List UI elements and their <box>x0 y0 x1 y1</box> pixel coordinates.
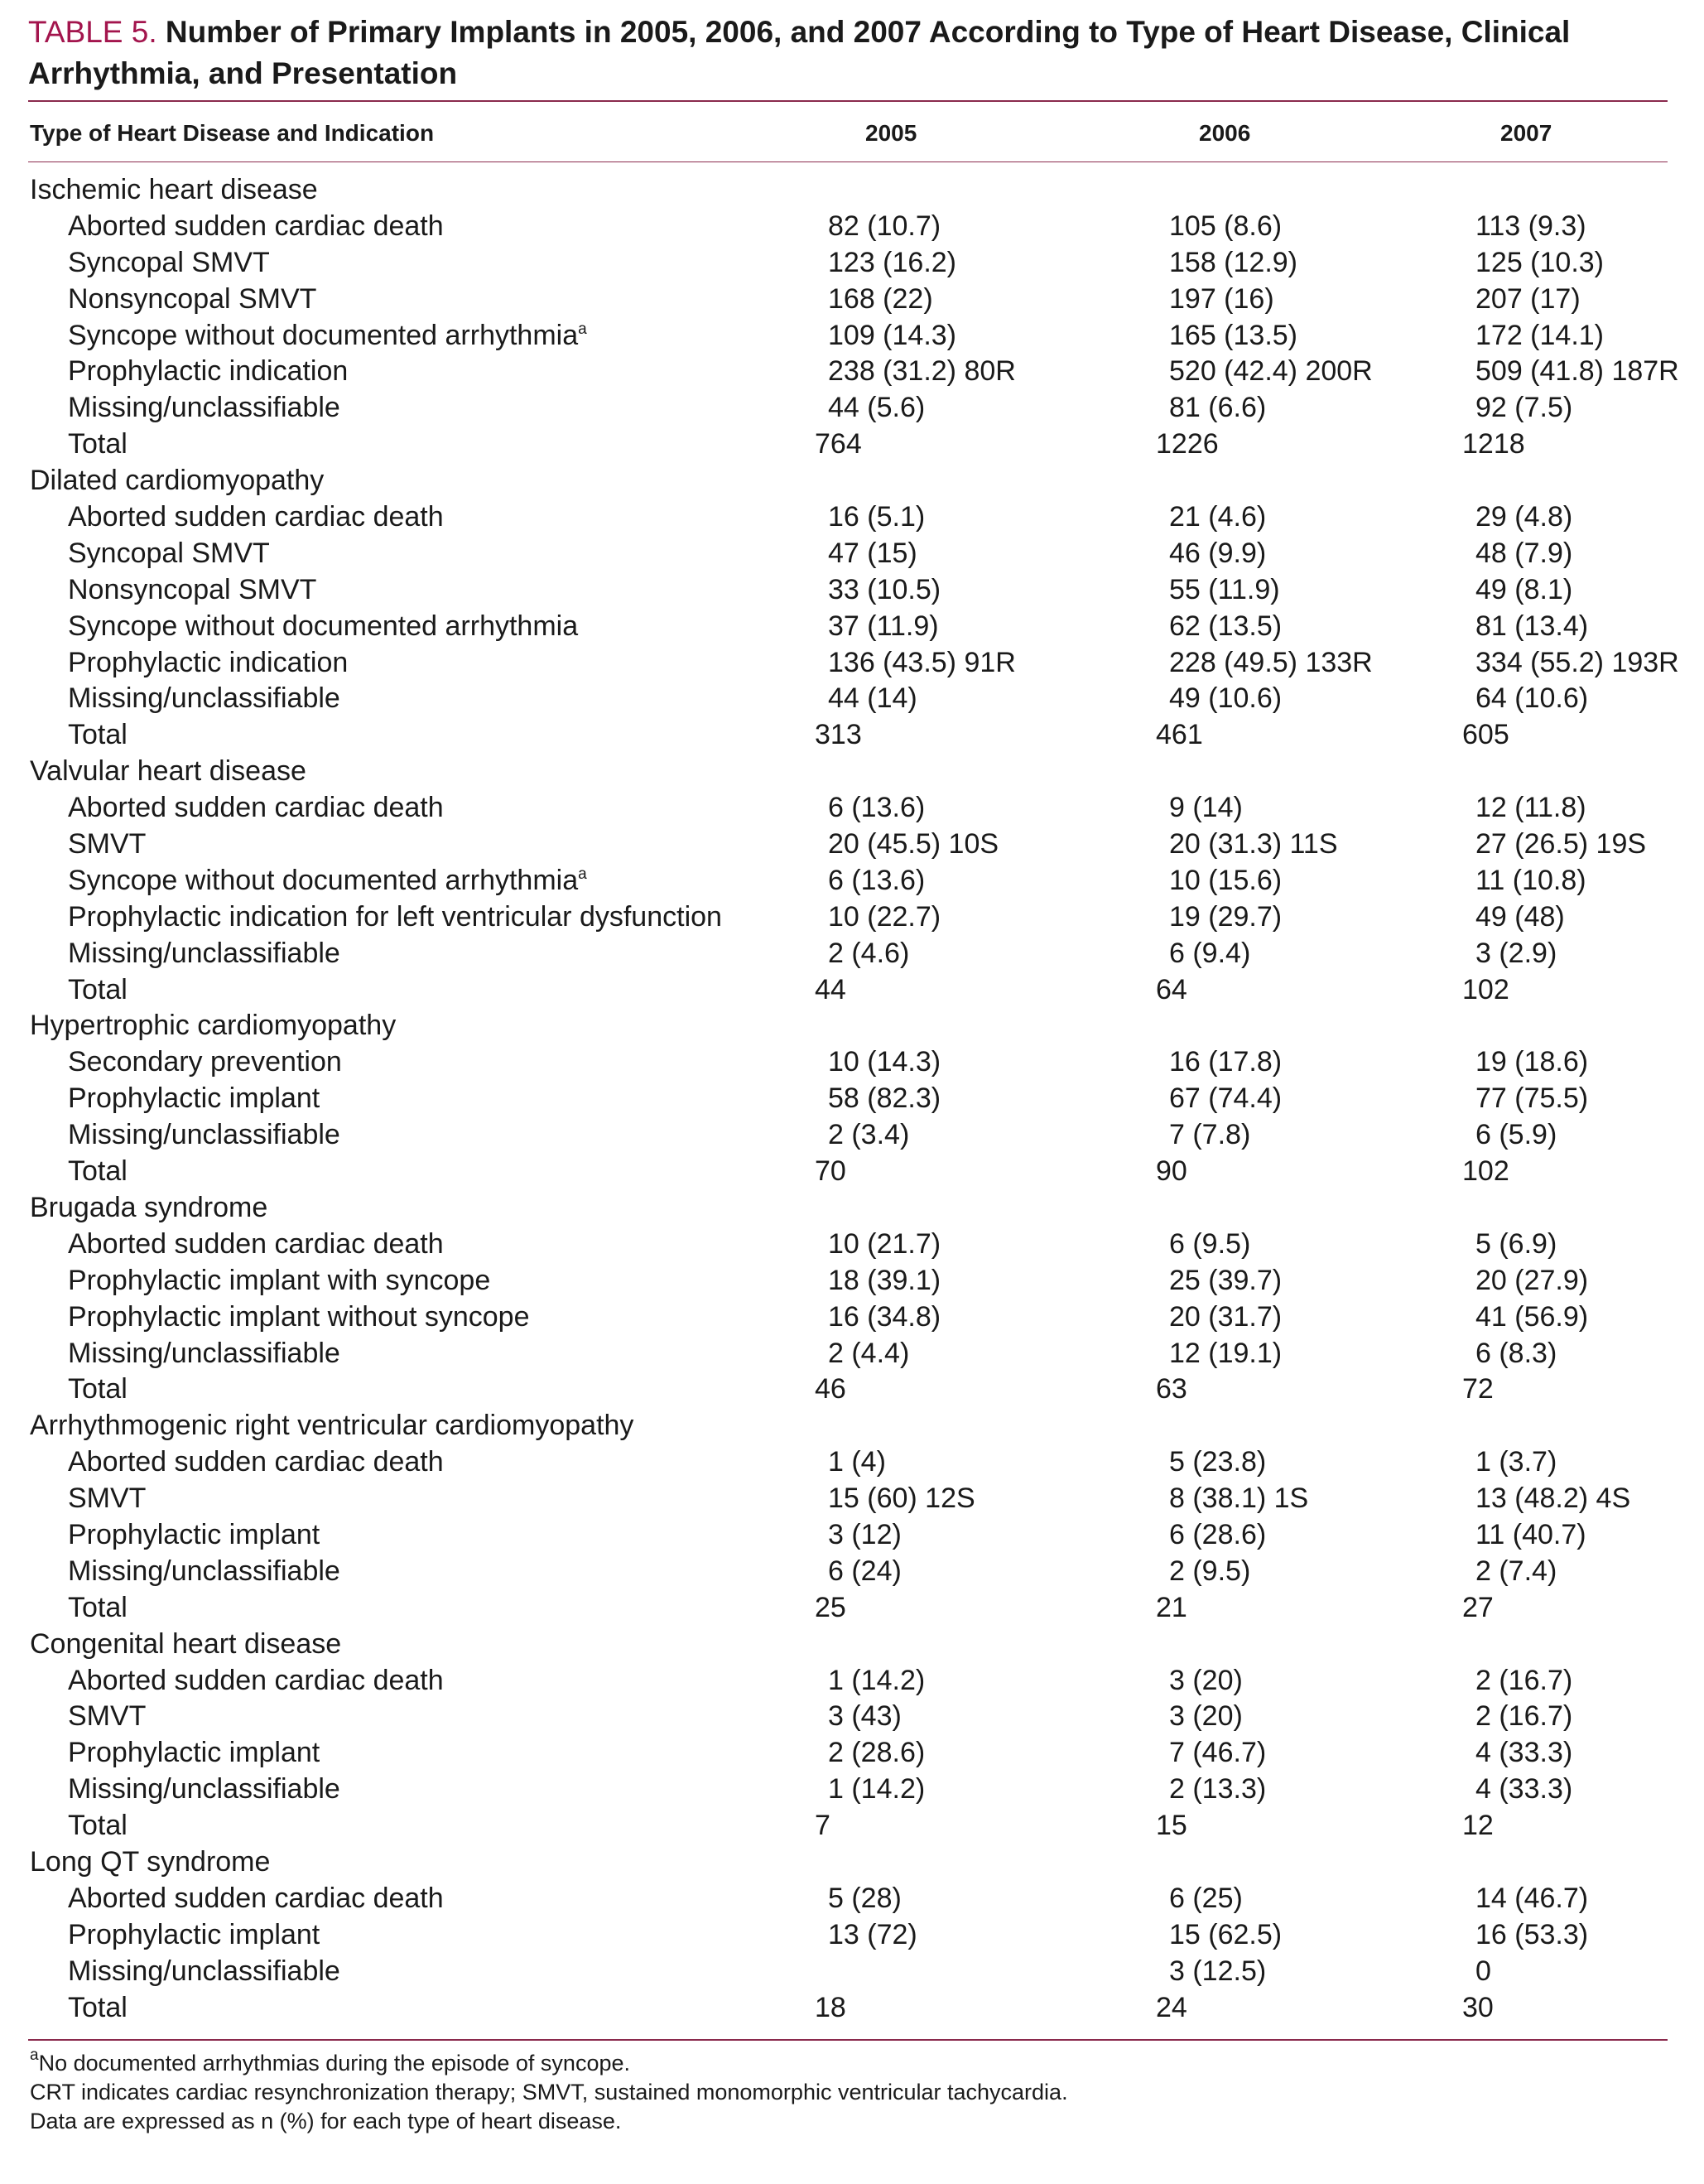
row-label-text: Nonsyncopal SMVT <box>68 282 317 315</box>
cell-2006: 46 (9.9) <box>1169 537 1267 569</box>
cell-2005: 13 (72) <box>828 1918 917 1950</box>
group-heading-row <box>0 1008 1704 1044</box>
table-row <box>0 536 1704 572</box>
cell-2005: 10 (21.7) <box>828 1227 941 1260</box>
cell-2007: 334 (55.2) 193R <box>1475 646 1679 678</box>
row-label-text: Missing/unclassifiable <box>68 937 340 969</box>
total-cell-2005: 313 <box>815 719 862 751</box>
cell-2006: 21 (4.6) <box>1169 501 1267 533</box>
row-label <box>68 536 270 572</box>
table-row <box>0 1954 1704 1990</box>
total-row <box>0 1372 1704 1408</box>
group-heading: Hypertrophic cardiomyopathy <box>30 1010 397 1042</box>
cell-2005: 16 (34.8) <box>828 1300 941 1333</box>
cell-2007: 48 (7.9) <box>1475 537 1573 569</box>
cell-2005: 10 (22.7) <box>828 900 941 933</box>
cell-2005: 1 (14.2) <box>828 1664 926 1696</box>
column-header-2005: 2005 <box>865 120 917 146</box>
row-label-text: Prophylactic implant <box>68 1082 320 1115</box>
cell-2007: 64 (10.6) <box>1475 682 1589 715</box>
table-row <box>0 609 1704 645</box>
footnote-abbreviations: CRT indicates cardiac resynchronization therapy; SMVT, sustained monomorphic ventricular tachycardia. <box>30 2080 1068 2104</box>
column-header-2007: 2007 <box>1500 120 1552 146</box>
row-label <box>68 245 270 282</box>
cell-2006: 6 (9.5) <box>1169 1227 1251 1260</box>
table-row <box>0 318 1704 354</box>
total-cell-2006: 1226 <box>1156 428 1219 460</box>
column-header-2006: 2006 <box>1199 120 1251 146</box>
row-label <box>68 1735 320 1772</box>
cell-2006: 2 (13.3) <box>1169 1773 1267 1806</box>
row-label <box>68 318 587 354</box>
cell-2006: 25 (39.7) <box>1169 1264 1283 1296</box>
cell-2007: 5 (6.9) <box>1475 1227 1557 1260</box>
cell-2007: 2 (7.4) <box>1475 1555 1557 1587</box>
cell-2006: 105 (8.6) <box>1169 210 1283 242</box>
cell-2005: 168 (22) <box>828 282 933 315</box>
cell-2007: 4 (33.3) <box>1475 1773 1573 1806</box>
row-label-text: Aborted sudden cardiac death <box>68 1664 444 1696</box>
row-label <box>68 936 340 972</box>
cell-2006: 3 (20) <box>1169 1664 1243 1696</box>
row-label-text: Prophylactic indication for left ventricular dysfunction <box>68 900 722 933</box>
table-row <box>0 282 1704 318</box>
cell-2007: 12 (11.8) <box>1475 792 1586 824</box>
footnote-data-note: Data are expressed as n (%) for each type of heart disease. <box>30 2109 622 2133</box>
cell-2006: 49 (10.6) <box>1169 682 1283 715</box>
cell-2006: 2 (9.5) <box>1169 1555 1251 1587</box>
cell-2006: 19 (29.7) <box>1169 900 1283 933</box>
table-row <box>0 1444 1704 1481</box>
row-label-text: Aborted sudden cardiac death <box>68 501 444 533</box>
total-label: Total <box>68 973 128 1005</box>
cell-2005: 58 (82.3) <box>828 1082 941 1115</box>
table-row <box>0 1699 1704 1735</box>
cell-2006: 15 (62.5) <box>1169 1918 1283 1950</box>
cell-2005: 6 (13.6) <box>828 792 926 824</box>
cell-2005: 3 (12) <box>828 1518 902 1550</box>
total-cell-2007: 72 <box>1462 1373 1494 1405</box>
total-cell-2007: 102 <box>1462 1155 1509 1188</box>
cell-2006: 67 (74.4) <box>1169 1082 1283 1115</box>
table-row <box>0 245 1704 282</box>
cell-2006: 20 (31.7) <box>1169 1300 1283 1333</box>
footnote-marker: a <box>578 320 587 338</box>
total-cell-2006: 63 <box>1156 1373 1187 1405</box>
total-row <box>0 972 1704 1009</box>
total-label: Total <box>68 1591 128 1623</box>
row-label <box>68 1336 340 1372</box>
table-row <box>0 1081 1704 1117</box>
total-label: Total <box>68 1155 128 1188</box>
row-label-text: Missing/unclassifiable <box>68 1955 340 1987</box>
footnotes <box>30 2049 1669 2136</box>
table-row <box>0 645 1704 682</box>
total-row <box>0 1990 1704 2027</box>
total-cell-2005: 46 <box>815 1373 846 1405</box>
cell-2007: 6 (5.9) <box>1475 1119 1557 1151</box>
table-row <box>0 790 1704 827</box>
footnote-marker: a <box>578 865 587 883</box>
cell-2005: 2 (3.4) <box>828 1119 910 1151</box>
cell-2006: 16 (17.8) <box>1169 1046 1283 1078</box>
row-label-text: SMVT <box>68 828 147 861</box>
row-label-text: Missing/unclassifiable <box>68 1119 340 1151</box>
row-label-text: Prophylactic implant without syncope <box>68 1300 530 1333</box>
table-title <box>28 12 1668 94</box>
total-label: Total <box>68 1373 128 1405</box>
cell-2005: 82 (10.7) <box>828 210 941 242</box>
group-heading: Ischemic heart disease <box>30 174 318 205</box>
row-label-text: Aborted sudden cardiac death <box>68 1882 444 1914</box>
cell-2005: 3 (43) <box>828 1700 902 1733</box>
cell-2006: 12 (19.1) <box>1169 1337 1283 1369</box>
total-cell-2007: 605 <box>1462 719 1509 751</box>
row-label <box>68 354 348 390</box>
group-heading: Arrhythmogenic right ventricular cardiomyopathy <box>30 1410 634 1442</box>
table-row <box>0 1481 1704 1517</box>
cell-2007: 6 (8.3) <box>1475 1337 1557 1369</box>
group-heading: Long QT syndrome <box>30 1845 271 1878</box>
footnote-a-text: No documented arrhythmias during the episode of syncope. <box>38 2051 630 2076</box>
row-label-text: Syncope without documented arrhythmia <box>68 319 579 351</box>
row-label-text: Prophylactic implant <box>68 1737 320 1769</box>
row-label <box>68 1699 146 1735</box>
row-label-text: Aborted sudden cardiac death <box>68 1446 444 1478</box>
cell-2006: 81 (6.6) <box>1169 392 1267 424</box>
row-label <box>68 282 316 318</box>
table-row <box>0 209 1704 245</box>
group-heading-row <box>0 172 1704 209</box>
total-cell-2007: 102 <box>1462 973 1509 1005</box>
row-label-text: Syncopal SMVT <box>68 246 270 278</box>
row-label <box>68 1481 146 1517</box>
row-label <box>68 1881 444 1917</box>
table-row <box>0 936 1704 972</box>
cell-2005: 123 (16.2) <box>828 246 956 278</box>
cell-2006: 62 (13.5) <box>1169 610 1283 642</box>
cell-2006: 520 (42.4) 200R <box>1169 355 1373 388</box>
top-rule <box>28 100 1668 102</box>
cell-2006: 7 (7.8) <box>1169 1119 1251 1151</box>
table-row <box>0 827 1704 863</box>
table-row <box>0 899 1704 936</box>
row-label <box>68 572 316 609</box>
row-label <box>68 863 587 899</box>
table-body <box>0 172 1704 2026</box>
row-label <box>68 1263 490 1299</box>
cell-2007: 4 (33.3) <box>1475 1737 1573 1769</box>
total-cell-2005: 764 <box>815 428 862 460</box>
cell-2007: 81 (13.4) <box>1475 610 1589 642</box>
cell-2005: 44 (14) <box>828 682 917 715</box>
cell-2005: 5 (28) <box>828 1882 902 1914</box>
row-label-text: Aborted sudden cardiac death <box>68 1227 444 1260</box>
total-cell-2007: 1218 <box>1462 428 1525 460</box>
row-label <box>68 1554 340 1590</box>
cell-2007: 13 (48.2) 4S <box>1475 1483 1631 1515</box>
table-title-text: Number of Primary Implants in 2005, 2006, and 2007 According to Type of Heart Disease, Clinical Arrhythmia, and Presentation <box>28 15 1571 90</box>
cell-2007: 77 (75.5) <box>1475 1082 1589 1115</box>
total-cell-2006: 64 <box>1156 973 1187 1005</box>
cell-2006: 5 (23.8) <box>1169 1446 1267 1478</box>
table-row <box>0 1517 1704 1554</box>
cell-2006: 20 (31.3) 11S <box>1169 828 1338 861</box>
cell-2005: 37 (11.9) <box>828 610 939 642</box>
cell-2006: 3 (20) <box>1169 1700 1243 1733</box>
cell-2007: 27 (26.5) 19S <box>1475 828 1647 861</box>
row-label <box>68 790 444 827</box>
cell-2005: 44 (5.6) <box>828 392 926 424</box>
row-label <box>68 1917 320 1954</box>
row-label-text: Missing/unclassifiable <box>68 1555 340 1587</box>
cell-2005: 47 (15) <box>828 537 917 569</box>
cell-2006: 6 (9.4) <box>1169 937 1251 969</box>
footnote-a <box>30 2049 1669 2078</box>
row-label <box>68 1227 444 1263</box>
row-label <box>68 1044 342 1081</box>
cell-2007: 207 (17) <box>1475 282 1581 315</box>
cell-2007: 20 (27.9) <box>1475 1264 1589 1296</box>
cell-2006: 228 (49.5) 133R <box>1169 646 1373 678</box>
total-cell-2006: 90 <box>1156 1155 1187 1188</box>
cell-2007: 3 (2.9) <box>1475 937 1557 969</box>
table-row <box>0 1554 1704 1590</box>
row-label <box>68 1444 444 1481</box>
row-label-text: Aborted sudden cardiac death <box>68 792 444 824</box>
row-label <box>68 1954 340 1990</box>
row-label-text: SMVT <box>68 1483 147 1515</box>
table-row <box>0 681 1704 717</box>
cell-2006: 7 (46.7) <box>1169 1737 1267 1769</box>
row-label-text: Missing/unclassifiable <box>68 392 340 424</box>
table-row <box>0 1263 1704 1299</box>
group-heading: Brugada syndrome <box>30 1191 268 1223</box>
total-label: Total <box>68 1991 128 2023</box>
table-row <box>0 1772 1704 1808</box>
cell-2006: 158 (12.9) <box>1169 246 1297 278</box>
table-row <box>0 1917 1704 1954</box>
group-heading: Valvular heart disease <box>30 755 306 788</box>
row-label-text: Prophylactic implant <box>68 1918 320 1950</box>
group-heading-row <box>0 1190 1704 1227</box>
row-label <box>68 899 722 936</box>
row-label <box>68 609 578 645</box>
table-row <box>0 390 1704 427</box>
total-row <box>0 1590 1704 1627</box>
cell-2007: 125 (10.3) <box>1475 246 1604 278</box>
total-row <box>0 1808 1704 1844</box>
group-heading: Dilated cardiomyopathy <box>30 465 325 497</box>
cell-2005: 20 (45.5) 10S <box>828 828 999 861</box>
total-cell-2005: 7 <box>815 1810 830 1842</box>
cell-2007: 1 (3.7) <box>1475 1446 1557 1478</box>
row-label <box>68 827 146 863</box>
group-heading-row <box>0 1408 1704 1444</box>
cell-2007: 2 (16.7) <box>1475 1700 1573 1733</box>
total-row <box>0 427 1704 463</box>
cell-2005: 33 (10.5) <box>828 573 941 605</box>
table-row <box>0 1735 1704 1772</box>
cell-2005: 2 (4.6) <box>828 937 910 969</box>
table-row <box>0 1117 1704 1154</box>
row-label <box>68 1299 530 1336</box>
total-cell-2007: 30 <box>1462 1991 1494 2023</box>
cell-2007: 19 (18.6) <box>1475 1046 1589 1078</box>
group-heading-row <box>0 1627 1704 1663</box>
cell-2007: 11 (10.8) <box>1475 864 1586 896</box>
table-row <box>0 499 1704 536</box>
row-label-text: Prophylactic indication <box>68 355 349 388</box>
cell-2007: 172 (14.1) <box>1475 319 1604 351</box>
row-label-text: SMVT <box>68 1700 147 1733</box>
cell-2007: 14 (46.7) <box>1475 1882 1589 1914</box>
row-label-text: Prophylactic implant with syncope <box>68 1264 491 1296</box>
cell-2007: 0 <box>1475 1955 1491 1987</box>
row-label <box>68 1517 320 1554</box>
row-label-text: Secondary prevention <box>68 1046 342 1078</box>
total-label: Total <box>68 428 128 460</box>
cell-2007: 509 (41.8) 187R <box>1475 355 1679 388</box>
table-row <box>0 1227 1704 1263</box>
total-cell-2006: 21 <box>1156 1591 1187 1623</box>
total-cell-2007: 12 <box>1462 1810 1494 1842</box>
cell-2007: 11 (40.7) <box>1475 1518 1586 1550</box>
row-label <box>68 1081 320 1117</box>
cell-2006: 55 (11.9) <box>1169 573 1280 605</box>
cell-2007: 2 (16.7) <box>1475 1664 1573 1696</box>
row-label-text: Prophylactic indication <box>68 646 349 678</box>
total-cell-2006: 15 <box>1156 1810 1187 1842</box>
row-label <box>68 1117 340 1154</box>
row-label <box>68 499 444 536</box>
cell-2007: 49 (48) <box>1475 900 1565 933</box>
cell-2005: 1 (4) <box>828 1446 886 1478</box>
bottom-rule <box>28 2039 1668 2041</box>
cell-2006: 8 (38.1) 1S <box>1169 1483 1309 1515</box>
cell-2005: 238 (31.2) 80R <box>828 355 1016 388</box>
cell-2007: 92 (7.5) <box>1475 392 1573 424</box>
row-label-text: Nonsyncopal SMVT <box>68 573 317 605</box>
cell-2006: 6 (25) <box>1169 1882 1243 1914</box>
cell-2007: 16 (53.3) <box>1475 1918 1589 1950</box>
cell-2007: 113 (9.3) <box>1475 210 1586 242</box>
row-label <box>68 1663 444 1699</box>
row-label-text: Syncopal SMVT <box>68 537 270 569</box>
cell-2005: 6 (13.6) <box>828 864 926 896</box>
group-heading-row <box>0 754 1704 790</box>
total-cell-2005: 18 <box>815 1991 846 2023</box>
cell-2005: 109 (14.3) <box>828 319 956 351</box>
cell-2006: 165 (13.5) <box>1169 319 1297 351</box>
total-cell-2006: 24 <box>1156 1991 1187 2023</box>
total-cell-2006: 461 <box>1156 719 1203 751</box>
cell-2006: 3 (12.5) <box>1169 1955 1267 1987</box>
table-row <box>0 354 1704 390</box>
row-label-text: Prophylactic implant <box>68 1518 320 1550</box>
table-row <box>0 1881 1704 1917</box>
cell-2006: 9 (14) <box>1169 792 1243 824</box>
row-label <box>68 681 340 717</box>
cell-2005: 16 (5.1) <box>828 501 926 533</box>
row-label-text: Missing/unclassifiable <box>68 1773 340 1806</box>
table-row <box>0 572 1704 609</box>
column-header-indication: Type of Heart Disease and Indication <box>30 120 435 146</box>
cell-2006: 10 (15.6) <box>1169 864 1283 896</box>
row-label-text: Missing/unclassifiable <box>68 1337 340 1369</box>
total-cell-2005: 25 <box>815 1591 846 1623</box>
total-cell-2007: 27 <box>1462 1591 1494 1623</box>
cell-2005: 6 (24) <box>828 1555 902 1587</box>
row-label-text: Syncope without documented arrhythmia <box>68 610 579 642</box>
row-label <box>68 209 444 245</box>
table-row <box>0 1299 1704 1336</box>
group-heading-row <box>0 463 1704 499</box>
table-row <box>0 1044 1704 1081</box>
total-label: Total <box>68 1810 128 1842</box>
row-label <box>68 390 340 427</box>
cell-2007: 41 (56.9) <box>1475 1300 1589 1333</box>
row-label <box>68 645 348 682</box>
cell-2007: 49 (8.1) <box>1475 573 1573 605</box>
total-cell-2005: 44 <box>815 973 846 1005</box>
table-row <box>0 1336 1704 1372</box>
cell-2005: 2 (28.6) <box>828 1737 926 1769</box>
table-row <box>0 863 1704 899</box>
cell-2005: 1 (14.2) <box>828 1773 926 1806</box>
total-cell-2005: 70 <box>815 1155 846 1188</box>
total-row <box>0 1154 1704 1190</box>
row-label-text: Missing/unclassifiable <box>68 682 340 715</box>
row-label-text: Aborted sudden cardiac death <box>68 210 444 242</box>
cell-2005: 15 (60) 12S <box>828 1483 975 1515</box>
cell-2005: 2 (4.4) <box>828 1337 910 1369</box>
total-label: Total <box>68 719 128 751</box>
cell-2006: 6 (28.6) <box>1169 1518 1267 1550</box>
cell-2007: 29 (4.8) <box>1475 501 1573 533</box>
group-heading: Congenital heart disease <box>30 1627 342 1660</box>
table-number: TABLE 5. <box>28 15 157 49</box>
row-label <box>68 1772 340 1808</box>
row-label-text: Syncope without documented arrhythmia <box>68 864 579 896</box>
cell-2005: 18 (39.1) <box>828 1264 941 1296</box>
cell-2005: 136 (43.5) 91R <box>828 646 1016 678</box>
group-heading-row <box>0 1844 1704 1881</box>
cell-2005: 10 (14.3) <box>828 1046 941 1078</box>
footnote-a-mark: a <box>30 2047 39 2064</box>
total-row <box>0 717 1704 754</box>
table-row <box>0 1663 1704 1699</box>
cell-2006: 197 (16) <box>1169 282 1274 315</box>
